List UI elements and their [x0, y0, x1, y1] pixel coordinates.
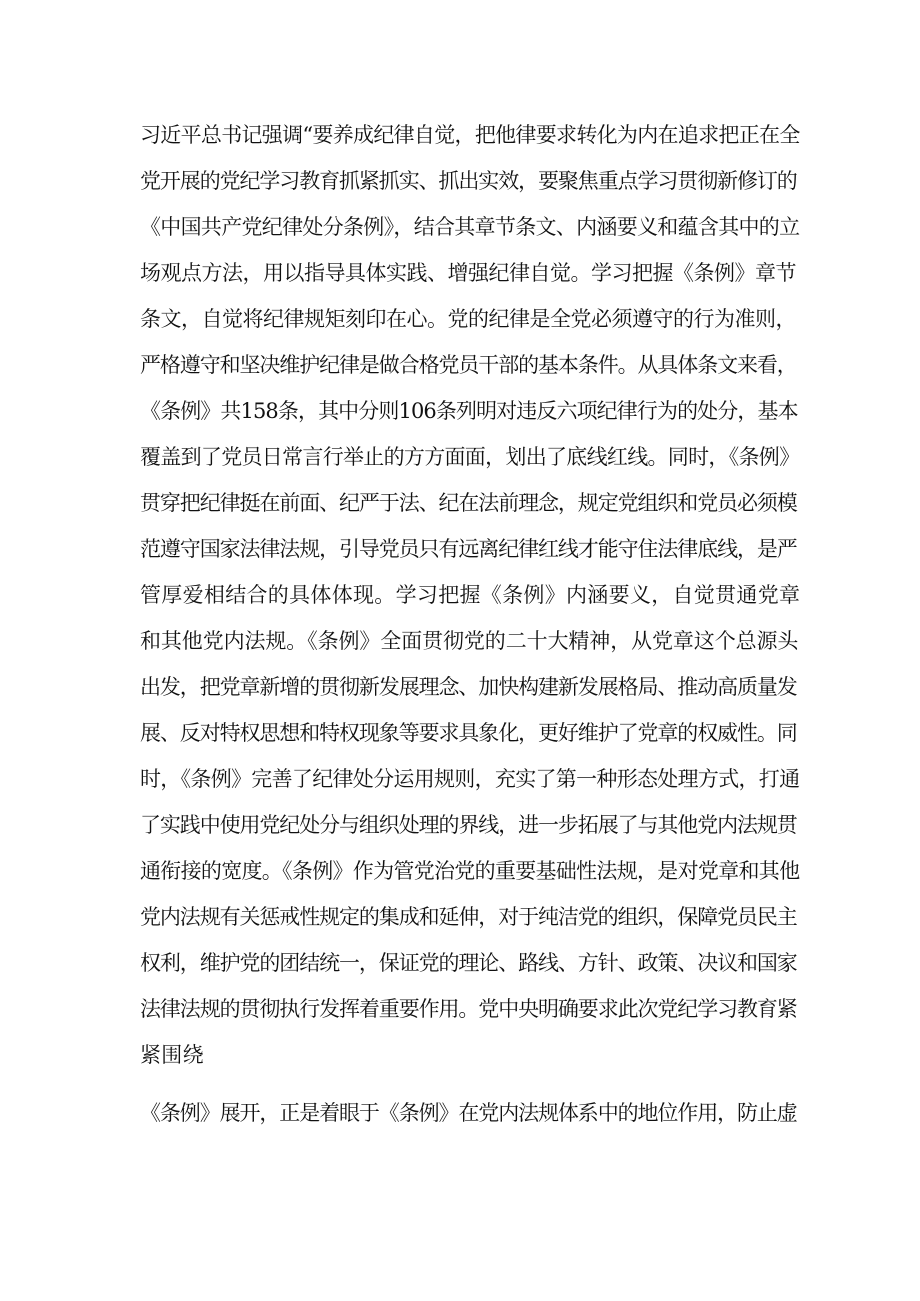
text-line: 覆盖到了党员日常言行举止的方方面面，划出了底线红线。同时，《条例》: [140, 445, 800, 469]
text-line: 法律法规的贯彻执行发挥着重要作用。党中央明确要求此次党纪学习教育紧: [140, 997, 797, 1021]
text-line: 条文，自觉将纪律规矩刻印在心。党的纪律是全党必须遵守的行为准则，: [140, 307, 796, 331]
text-line: 严格遵守和坚决维护纪律是做合格党员干部的基本条件。从具体条文来看，: [140, 353, 797, 377]
text-line: 党内法规有关惩戒性规定的集成和延伸，对于纯洁党的组织，保障党员民主: [140, 905, 797, 929]
text-line: 《条例》共158条，其中分则106条列明对违反六项纪律行为的处分，基本: [140, 399, 798, 423]
text-line: 管厚爱相结合的具体体现。学习把握《条例》内涵要义，自觉贯通党章: [140, 583, 801, 607]
text-line: 出发，把党章新增的贯彻新发展理念、加快构建新发展格局、推动高质量发: [140, 675, 797, 699]
text-line: 《条例》展开，正是着眼于《条例》在党内法规体系中的地位作用，防止虚: [140, 1101, 797, 1125]
text-line: 权利，维护党的团结统一，保证党的理论、路线、方针、政策、决议和国家: [140, 951, 797, 975]
text-line: 通衔接的宽度。《条例》作为管党治党的重要基础性法规，是对党章和其他: [140, 859, 800, 883]
text-line: 习近平总书记强调“要养成纪律自觉，把他律要求转化为内在追求把正在全: [140, 123, 800, 147]
text-line: 范遵守国家法律法规，引导党员只有远离纪律红线才能守住法律底线，是严: [140, 537, 797, 561]
paragraph-gap: [140, 1078, 800, 1090]
text-line: 紧围绕: [140, 1043, 204, 1067]
text-line: 时，《条例》完善了纪律处分运用规则，充实了第一种形态处理方式，打通: [140, 767, 800, 791]
text-line: 和其他党内法规。《条例》全面贯彻党的二十大精神，从党章这个总源头: [140, 629, 799, 653]
text-line: 展、反对特权思想和特权现象等要求具象化，更好维护了党章的权威性。同: [140, 721, 797, 745]
text-line: 党开展的党纪学习教育抓紧抓实、抓出实效，要聚焦重点学习贯彻新修订的: [140, 169, 797, 193]
document-body: [140, 112, 800, 1136]
text-line: 了实践中使用党纪处分与组织处理的界线，进一步拓展了与其他党内法规贯: [140, 813, 797, 837]
text-line: 《中国共产党纪律处分条例》，结合其章节条文、内涵要义和蕴含其中的立: [140, 215, 800, 239]
text-line: 场观点方法，用以指导具体实践、增强纪律自觉。学习把握《条例》章节: [140, 261, 796, 285]
text-line: 贯穿把纪律挺在前面、纪严于法、纪在法前理念，规定党组织和党员必须模: [140, 491, 797, 515]
